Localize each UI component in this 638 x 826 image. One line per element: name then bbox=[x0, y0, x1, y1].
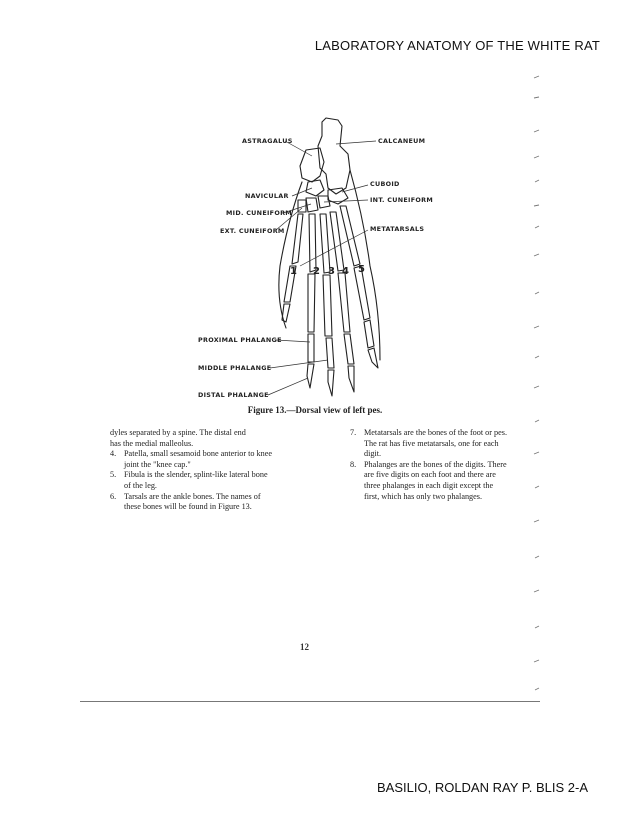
page-header: LABORATORY ANATOMY OF THE WHITE RAT bbox=[314, 38, 600, 53]
list-item-6 bbox=[110, 492, 320, 513]
text-line: Tarsals are the ankle bones. The names of bbox=[124, 491, 261, 501]
page-number: 12 bbox=[300, 642, 309, 652]
digit-number-2: 2 bbox=[313, 266, 320, 277]
label-int-cuneiform: INT. CUNEIFORM bbox=[370, 196, 434, 204]
item-number: 6. bbox=[110, 491, 117, 501]
text-column-right bbox=[350, 428, 550, 502]
label-proximal-phalange: PROXIMAL PHALANGE bbox=[198, 336, 282, 344]
text-line: three phalanges in each digit except the bbox=[364, 480, 494, 490]
text-line: of the leg. bbox=[124, 480, 157, 490]
text-line: dyles separated by a spine. The distal end bbox=[110, 428, 246, 437]
text-column-left bbox=[110, 428, 320, 513]
text-line: Fibula is the slender, splint-like lateral bone bbox=[124, 470, 268, 480]
figure-caption: Figure 13.—Dorsal view of left pes. bbox=[247, 405, 383, 415]
text-line: The rat has five metatarsals, one for each bbox=[364, 438, 499, 448]
digit-number-5: 5 bbox=[358, 264, 365, 275]
label-ext-cuneiform: EXT. CUNEIFORM bbox=[220, 227, 285, 235]
list-item-7 bbox=[350, 428, 550, 460]
item-number: 7. bbox=[350, 428, 357, 437]
text-line: Patella, small sesamoid bone anterior to knee bbox=[124, 449, 273, 459]
text-line: Phalanges are the bones of the digits. There bbox=[364, 459, 507, 469]
text-line: these bones will be found in Figure 13. bbox=[124, 502, 252, 512]
digit-number-1: 1 bbox=[290, 266, 297, 277]
label-navicular: NAVICULAR bbox=[245, 192, 289, 200]
text-line: has the medial malleolus. bbox=[110, 438, 194, 448]
margin-punch-marks bbox=[530, 70, 550, 710]
label-metatarsals: METATARSALS bbox=[370, 225, 425, 233]
text-line: are five digits on each foot and there are bbox=[364, 470, 496, 480]
list-item-8 bbox=[350, 460, 550, 502]
scanned-page bbox=[80, 70, 550, 710]
list-item-5 bbox=[110, 470, 320, 491]
page-rule bbox=[80, 701, 540, 702]
text-line: first, which has only two phalanges. bbox=[364, 491, 483, 501]
item-number: 8. bbox=[350, 459, 357, 469]
digit-number-4: 4 bbox=[342, 266, 349, 277]
item-number: 4. bbox=[110, 449, 117, 459]
digit-number-3: 3 bbox=[328, 266, 335, 277]
label-astragalus: ASTRAGALUS bbox=[242, 137, 293, 145]
text-line: joint the "knee cap." bbox=[124, 459, 191, 469]
item-number: 5. bbox=[110, 470, 117, 480]
label-mid-cuneiform: MID. CUNEIFORM bbox=[226, 209, 292, 217]
label-calcaneum: CALCANEUM bbox=[378, 137, 426, 145]
list-item-4 bbox=[110, 449, 320, 470]
label-cuboid: CUBOID bbox=[370, 180, 400, 188]
text-line: digit. bbox=[364, 449, 382, 459]
rat-pes-diagram bbox=[80, 70, 550, 405]
page-footer: BASILIO, ROLDAN RAY P. BLIS 2-A bbox=[377, 780, 588, 795]
text-line: Metatarsals are the bones of the foot or pes. bbox=[364, 428, 508, 437]
label-middle-phalange: MIDDLE PHALANGE bbox=[198, 364, 272, 372]
label-distal-phalange: DISTAL PHALANGE bbox=[198, 391, 269, 399]
